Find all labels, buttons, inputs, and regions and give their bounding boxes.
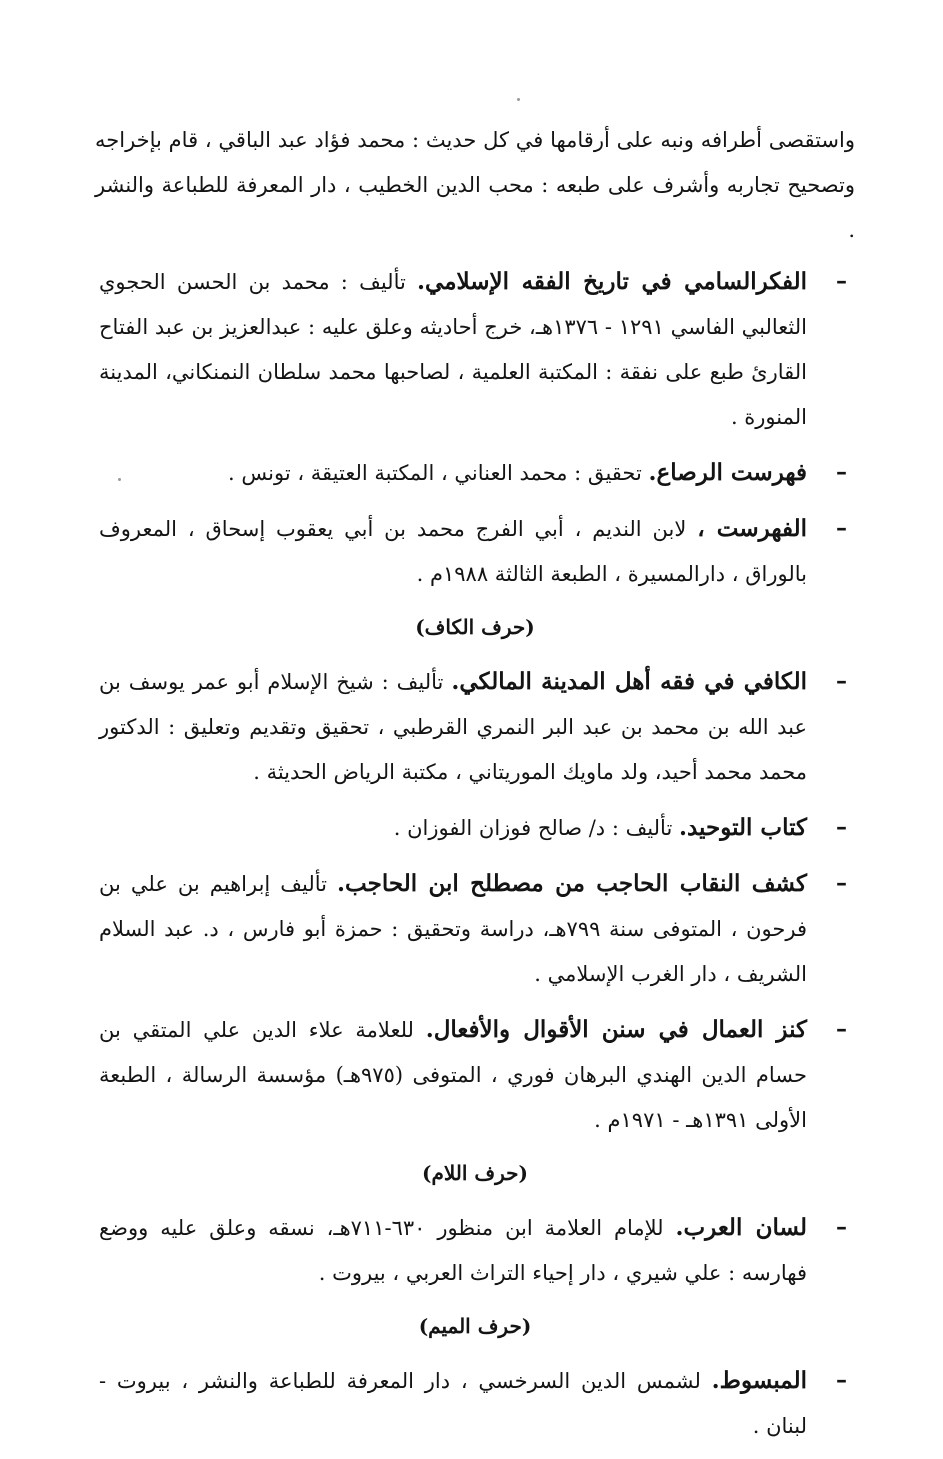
reference-entry-kafi	[95, 659, 855, 795]
entry-bullet: –	[836, 668, 847, 694]
scan-speck	[118, 478, 121, 481]
entry-title: الفهرست ،	[697, 515, 807, 542]
section-heading-kaf: (حرف الكاف)	[415, 615, 535, 639]
entry-bullet: –	[836, 515, 847, 541]
entry-title: الكافي في فقه أهل المدينة المالكي.	[451, 668, 808, 695]
reference-entry-mabsut	[95, 1358, 855, 1449]
entry-title: كتاب التوحيد.	[678, 814, 807, 841]
intro-paragraph: واستقصى أطرافه ونبه على أرقامها في كل حديث : محمد فؤاد عبد الباقي ، قام بإخراجه وتصحيح تجاربه وأشرف على طبعه : محب الدين الخطيب ، دار المعرفة للطباعة والنشر .	[95, 128, 855, 242]
reference-entry-fikr-sami	[95, 259, 855, 440]
entry-bullet: –	[836, 459, 847, 485]
reference-entry-fihrist-rassa	[95, 450, 855, 496]
reference-entry-fihrist-nadim	[95, 506, 855, 597]
entry-text: لابن النديم ، أبي الفرج محمد بن أبي يعقوب إسحاق ، المعروف بالوراق ، دارالمسيرة ، الطبعة الثالثة ١٩٨٨م .	[99, 517, 807, 586]
reference-entry-kanz-ummal	[95, 1007, 855, 1143]
entry-bullet: –	[836, 1016, 847, 1042]
entry-title: كنز العمال في سنن الأقوال والأفعال.	[425, 1016, 807, 1043]
entry-bullet: –	[836, 814, 847, 840]
entry-text: لشمس الدين السرخسي ، دار المعرفة للطباعة والنشر ، بيروت - لبنان .	[99, 1369, 807, 1438]
entry-bullet: –	[836, 268, 847, 294]
entry-text: تأليف : د/ صالح فوزان الفوزان .	[393, 816, 679, 840]
entry-text: تأليف : محمد بن الحسن الحجوي الثعالبي الفاسي ١٢٩١ - ١٣٧٦هـ، خرج أحاديثه وعلق عليه : عبدالعزيز بن عبد الفتاح القارئ طبع على نفقة : المكتبة العلمية ، لصاحبها محمد سلطان النمنكاني، المدينة المنورة .	[99, 270, 807, 429]
entry-text: للعلامة علاء الدين علي المتقي بن حسام الدين الهندي البرهان فوري ، المتوفى (٩٧٥هـ) مؤسسة الرسالة ، الطبعة الأولى ١٣٩١هـ - ١٩٧١م .	[99, 1018, 807, 1132]
scan-speck	[517, 98, 520, 101]
entry-title: فهرست الرصاع.	[648, 459, 807, 486]
entry-text: للإمام العلامة ابن منظور ٦٣٠-٧١١هـ، نسقه وعلق عليه ووضع فهارسه : علي شيري ، دار إحياء التراث العربي ، بيروت .	[99, 1216, 807, 1285]
entry-text: تحقيق : محمد العناني ، المكتبة العتيقة ، تونس .	[228, 461, 649, 485]
section-heading-mim: (حرف الميم)	[418, 1314, 532, 1338]
entry-title: لسان العرب.	[675, 1214, 808, 1241]
entry-bullet: –	[836, 1214, 847, 1240]
entry-title: المبسوط.	[711, 1367, 807, 1394]
document-page	[95, 118, 855, 1459]
entry-bullet: –	[836, 1367, 847, 1393]
reference-entry-kashf-niqab	[95, 861, 855, 997]
entry-bullet: –	[836, 870, 847, 896]
entry-text: تأليف : شيخ الإسلام أبو عمر يوسف بن عبد الله بن محمد بن عبد البر النمري القرطبي ، تحقيق وتقديم وتعليق : الدكتور محمد محمد أحيد، ولد ماويك الموريتاني ، مكتبة الرياض الحديثة .	[99, 670, 807, 784]
entry-text: تأليف إبراهيم بن علي بن فرحون ، المتوفى سنة ٧٩٩هـ، دراسة وتحقيق : حمزة أبو فارس ، د. عبد السلام الشريف ، دار الغرب الإسلامي .	[99, 872, 807, 986]
entry-title: الفكرالسامي في تاريخ الفقه الإسلامي.	[417, 268, 808, 295]
section-heading-lam: (حرف اللام)	[422, 1161, 528, 1185]
reference-entry-lisan-arab	[95, 1205, 855, 1296]
entry-title: كشف النقاب الحاجب من مصطلح ابن الحاجب.	[337, 870, 808, 897]
reference-entry-tawhid	[95, 805, 855, 851]
